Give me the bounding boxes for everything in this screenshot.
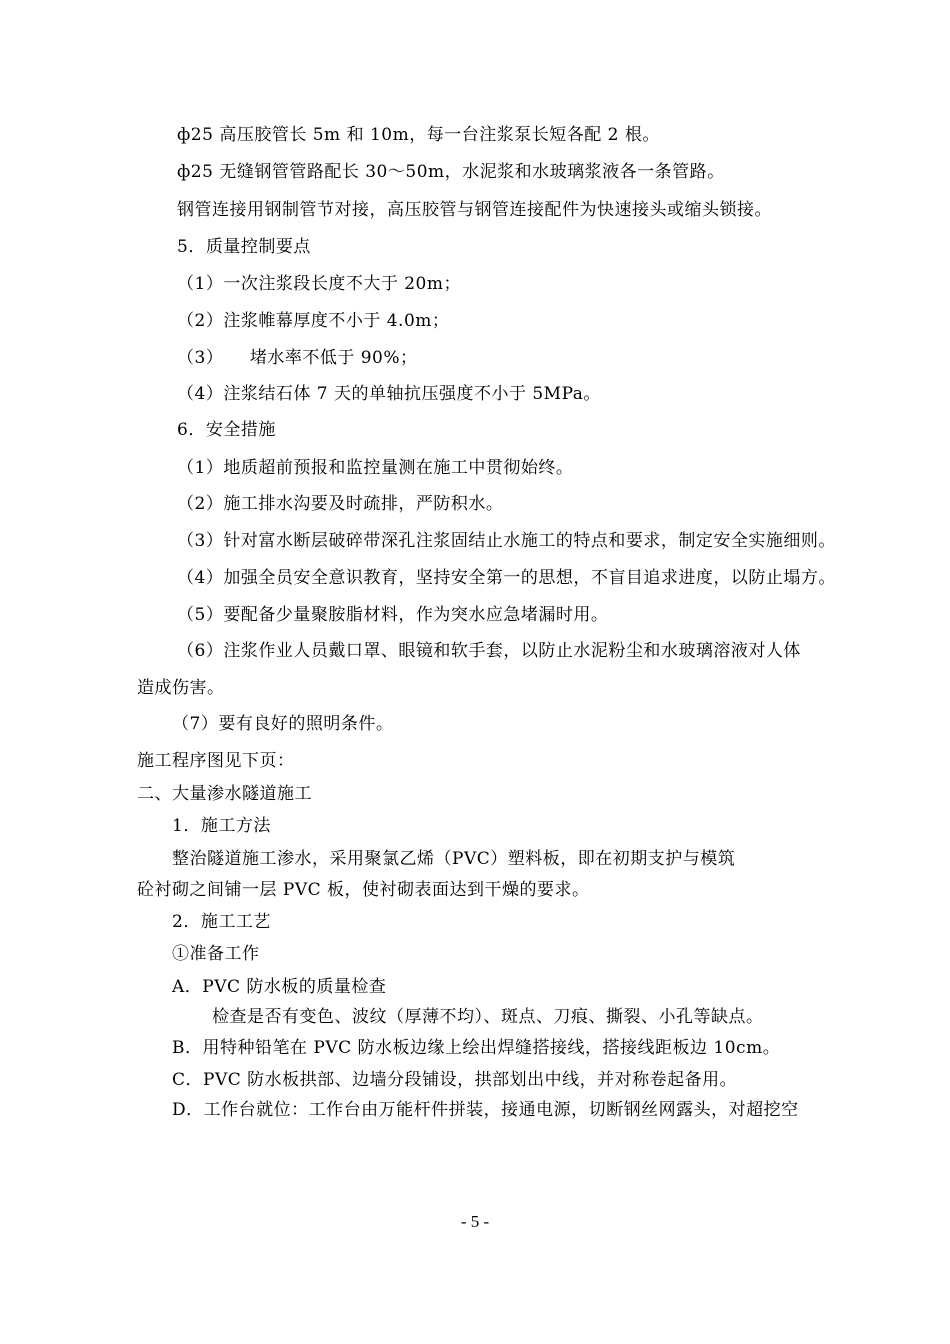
- text-line: ф25 高压胶管长 5m 和 10m，每一台注浆泵长短各配 2 根。: [177, 125, 660, 145]
- text-line: 施工程序图见下页：: [137, 751, 295, 771]
- text-line: 检查是否有变色、波纹（厚薄不均）、斑点、刀痕、撕裂、小孔等缺点。: [212, 1007, 764, 1027]
- text-line: （7）要有良好的照明条件。: [172, 714, 394, 734]
- text-line: 整治隧道施工渗水，采用聚氯乙烯（PVC）塑料板，即在初期支护与模筑: [172, 849, 736, 869]
- text-line: （1）地质超前预报和监控量测在施工中贯彻始终。: [177, 458, 574, 478]
- text-line: （5）要配备少量聚胺脂材料，作为突水应急堵漏时用。: [177, 605, 609, 625]
- section-heading: 5．质量控制要点: [177, 237, 311, 257]
- text-line: D．工作台就位：工作台由万能杆件拼装，接通电源，切断钢丝网露头，对超挖空: [172, 1100, 799, 1120]
- text-line: B．用特种铅笔在 PVC 防水板边缘上绘出焊缝搭接线，搭接线距板边 10cm。: [172, 1038, 781, 1058]
- text-line: （3）针对富水断层破碎带深孔注浆固结止水施工的特点和要求，制定安全实施细则。: [177, 531, 836, 551]
- section-heading: 1．施工方法: [172, 816, 271, 836]
- text-line: A．PVC 防水板的质量检查: [172, 977, 387, 997]
- text-line: （2）施工排水沟要及时疏排，严防积水。: [177, 494, 504, 514]
- text-line: （4）注浆结石体 7 天的单轴抗压强度不小于 5MPa。: [177, 384, 601, 404]
- section-heading: 6．安全措施: [177, 420, 276, 440]
- text-line: ①准备工作: [172, 944, 260, 964]
- text-line: 钢管连接用钢制管节对接，高压胶管与钢管连接配件为快速接头或缩头锁接。: [177, 200, 772, 220]
- text-line: （2）注浆帷幕厚度不小于 4.0m；: [177, 311, 450, 331]
- text-line: （6）注浆作业人员戴口罩、眼镜和软手套，以防止水泥粉尘和水玻璃溶液对人体: [177, 641, 801, 661]
- text-line: （1）一次注浆段长度不大于 20m；: [177, 274, 461, 294]
- text-line: ф25 无缝钢管管路配长 30～50m，水泥浆和水玻璃浆液各一条管路。: [177, 162, 725, 182]
- section-heading: 2．施工工艺: [172, 912, 271, 932]
- page-number: - 5 -: [460, 1212, 490, 1231]
- text-line: （3） 堵水率不低于 90%；: [177, 348, 418, 368]
- text-line: （4）加强全员安全意识教育，坚持安全第一的思想，不盲目追求进度，以防止塌方。: [177, 568, 836, 588]
- text-line: 砼衬砌之间铺一层 PVC 板，使衬砌表面达到干燥的要求。: [137, 880, 590, 900]
- text-line: C．PVC 防水板拱部、边墙分段铺设，拱部划出中线，并对称卷起备用。: [172, 1070, 738, 1090]
- text-line: 造成伤害。: [137, 678, 225, 698]
- section-heading: 二、大量渗水隧道施工: [137, 784, 312, 804]
